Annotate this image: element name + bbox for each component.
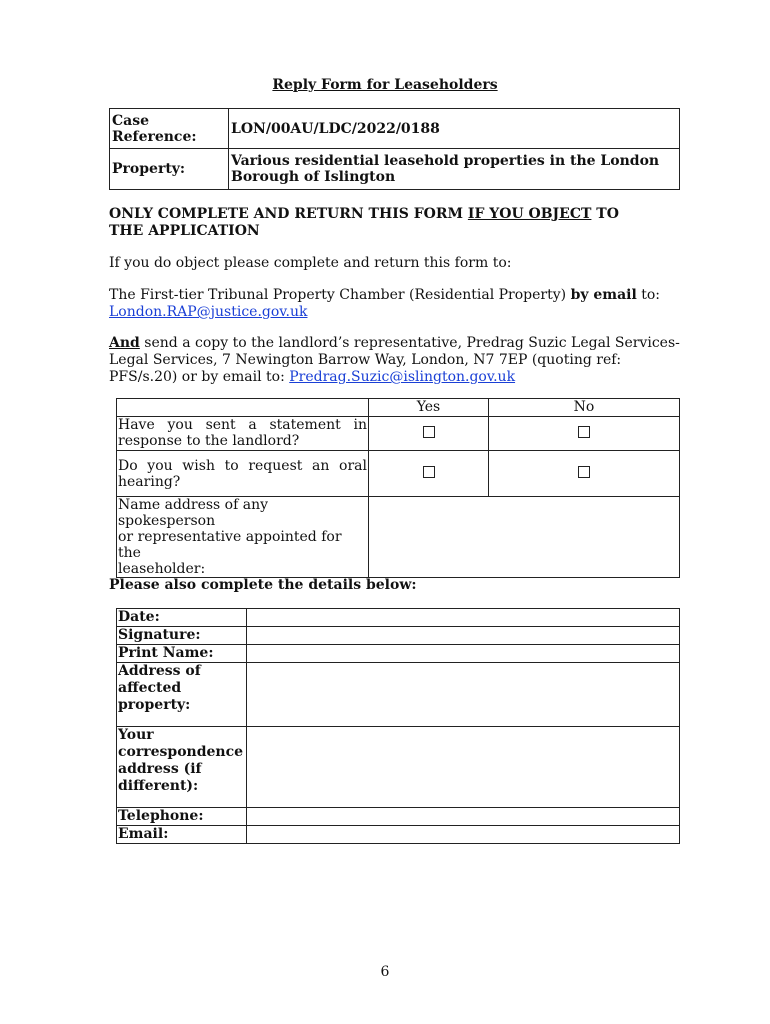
question-row-representative	[117, 497, 680, 578]
hearing-no-checkbox[interactable]	[578, 466, 590, 478]
affected-address-label: Address of affected property:	[117, 663, 247, 727]
case-table	[109, 108, 680, 190]
signature-label: Signature:	[117, 627, 247, 645]
page-title: Reply Form for Leaseholders	[272, 77, 498, 93]
print-name-row	[117, 645, 680, 663]
details-table	[116, 608, 680, 844]
representative-email-link[interactable]: Predrag.Suzic@islington.gov.uk	[289, 369, 516, 385]
correspondence-address-label: Your correspondence address (if different):	[117, 727, 247, 808]
landlord-copy-instruction: And send a copy to the landlord’s representative, Predrag Suzic Legal Services- Legal Services, 7 Newington Barrow Way, London, N7 7EP (quoting ref: PFS/s.20) or by email to: Predrag.Suzic@islington.gov.uk	[109, 335, 680, 385]
details-heading: Please also complete the details below:	[109, 577, 417, 593]
email-label: Email:	[117, 826, 247, 844]
email-field[interactable]	[247, 826, 680, 844]
question-row-statement	[117, 417, 680, 451]
case-reference-label: Case Reference:	[110, 109, 229, 149]
statement-no-checkbox[interactable]	[578, 426, 590, 438]
correspondence-address-row	[117, 727, 680, 808]
affected-address-field[interactable]	[247, 663, 680, 727]
property-value: Various residential leasehold properties in the London Borough of Islington	[229, 149, 680, 190]
tribunal-email-link[interactable]: London.RAP@justice.gov.uk	[109, 304, 308, 320]
signature-field[interactable]	[247, 627, 680, 645]
if-you-object-emphasis: IF YOU OBJECT	[467, 206, 592, 222]
print-name-field[interactable]	[247, 645, 680, 663]
property-row	[110, 149, 680, 190]
tribunal-instruction: The First-tier Tribunal Property Chamber (Residential Property) by email to: London.RAP@justice.gov.uk	[109, 287, 661, 320]
telephone-field[interactable]	[247, 808, 680, 826]
date-row	[117, 609, 680, 627]
case-reference-value: LON/00AU/LDC/2022/0188	[229, 109, 680, 149]
signature-row	[117, 627, 680, 645]
page-number: 6	[380, 964, 390, 980]
object-instruction: If you do object please complete and return this form to:	[109, 255, 512, 271]
email-row	[117, 826, 680, 844]
case-reference-row	[110, 109, 680, 149]
representative-input-cell[interactable]	[369, 497, 680, 578]
questions-header-row	[117, 399, 680, 417]
date-field[interactable]	[247, 609, 680, 627]
hearing-yes-checkbox[interactable]	[423, 466, 435, 478]
question-row-hearing	[117, 451, 680, 497]
yes-column-header: Yes	[369, 399, 489, 417]
telephone-row	[117, 808, 680, 826]
property-label: Property:	[110, 149, 229, 190]
question-representative-label: Name address of any spokesperson or representative appointed for the leaseholder:	[117, 497, 369, 578]
print-name-label: Print Name:	[117, 645, 247, 663]
objection-notice: ONLY COMPLETE AND RETURN THIS FORM IF YOU OBJECT TO THE APPLICATION	[109, 206, 619, 239]
questions-table	[116, 398, 680, 578]
question-hearing-label: Do you wish to request an oral hearing?	[117, 451, 369, 497]
correspondence-address-field[interactable]	[247, 727, 680, 808]
affected-address-row	[117, 663, 680, 727]
telephone-label: Telephone:	[117, 808, 247, 826]
date-label: Date:	[117, 609, 247, 627]
statement-yes-checkbox[interactable]	[423, 426, 435, 438]
no-column-header: No	[489, 399, 680, 417]
question-statement-label: Have you sent a statement in response to the landlord?	[118, 417, 367, 449]
